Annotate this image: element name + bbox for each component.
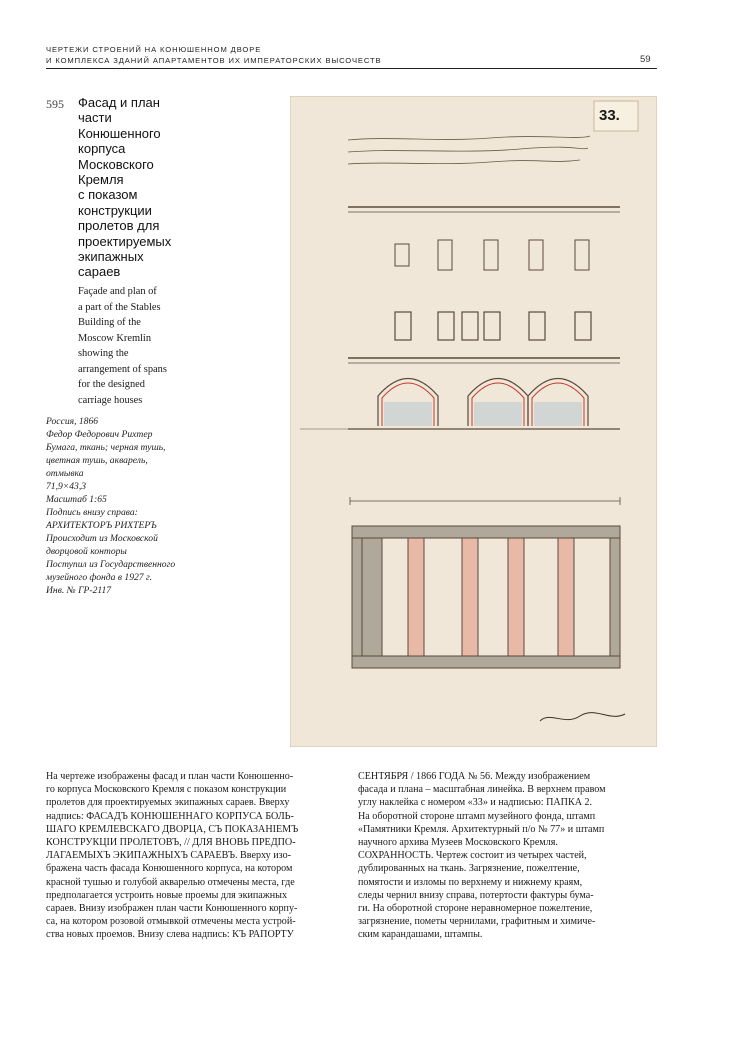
body-line: ги. На оборотной стороне неравномерное пожелтение,	[358, 903, 593, 915]
title-english	[78, 284, 258, 408]
body-line: дублированных на ткань. Загрязнение, пожелтение,	[358, 863, 580, 875]
catalogue-number: 595	[46, 97, 64, 111]
title-russian	[78, 95, 278, 280]
title-ru-line: проектируемых	[78, 233, 172, 249]
header-rule	[46, 68, 657, 69]
architectural-drawing	[290, 96, 657, 747]
meta-line: Бумага, ткань; черная тушь,	[46, 442, 166, 453]
body-line: бражена часть фасада Конюшенного корпуса, на котором	[46, 863, 293, 875]
meta-line: дворцовой конторы	[46, 546, 127, 557]
body-line: СЕНТЯБРЯ / 1866 ГОДА № 56. Между изображением	[358, 771, 591, 782]
title-ru-line: с показом	[78, 187, 138, 203]
meta-line: цветная тушь, акварель,	[46, 455, 148, 466]
body-line: На оборотной стороне штамп музейного фонда, штамп	[358, 810, 596, 822]
title-ru-line: части	[78, 110, 112, 126]
body-line: СОХРАННОСТЬ. Чертеж состоит из четырех частей,	[358, 850, 587, 862]
running-head	[46, 44, 646, 66]
page-number: 59	[640, 54, 651, 65]
body-line: пролетов для проектируемых экипажных сараев. Вверху	[46, 797, 290, 809]
body-line: ШАГО КРЕМЛЕВСКАГО ДВОРЦА, СЪ ПОКАЗАНIЕМЪ	[46, 823, 299, 835]
title-ru-line: корпуса	[78, 141, 126, 157]
title-ru-line: конструкции	[78, 202, 152, 218]
meta-line: 71,9×43,3	[46, 481, 87, 492]
meta-line: музейного фонда в 1927 г.	[46, 572, 152, 583]
catalogue-metadata	[46, 415, 276, 597]
title-en-line: arrangement of spans	[78, 363, 167, 375]
blue-wash	[384, 402, 582, 426]
body-line: са, на котором розовой отмывкой отмечены места устрой-	[46, 916, 296, 928]
title-en-line: Moscow Kremlin	[78, 332, 152, 344]
meta-line: Масштаб 1:65	[46, 494, 107, 505]
body-line: помятости и изломы по верхнему и нижнему краям,	[358, 876, 583, 888]
title-ru-line: Конюшенного	[78, 125, 161, 141]
meta-line: АРХИТЕКТОРЪ РИХТЕРЪ	[46, 520, 157, 531]
meta-line: отмывка	[46, 468, 84, 479]
title-ru-line: Московского	[78, 156, 154, 172]
body-line: «Памятники Кремля. Архитектурный п/о № 77» и штамп	[358, 823, 605, 835]
body-line: фасада и плана – масштабная линейка. В верхнем правом	[358, 784, 606, 796]
title-ru-line: Кремля	[78, 172, 124, 188]
title-ru-line: пролетов для	[78, 218, 160, 234]
body-line: красной тушью и голубой акварелью отмечены места, где	[46, 876, 295, 888]
body-line: ства новых проемов. Внизу слева надпись: КЪ РАПОРТУ	[46, 929, 294, 941]
body-line: надпись: ФАСАДЪ КОНЮШЕННАГО КОРПУСА БОЛЬ-	[46, 810, 294, 822]
body-line: научного архива Музеев Московского Кремля.	[358, 837, 558, 849]
title-ru-line: Фасад и план	[78, 95, 160, 110]
meta-line: Россия, 1866	[46, 416, 99, 427]
body-line: углу наклейка с номером «33» и надписью: ПАПКА 2.	[358, 797, 593, 809]
body-line: следы чернил внизу справа, потертости фактуры бума-	[358, 889, 594, 901]
meta-line: Подпись внизу справа:	[46, 507, 138, 518]
running-head-line-1: ЧЕРТЕЖИ СТРОЕНИЙ НА КОНЮШЕННОМ ДВОРЕ	[46, 45, 262, 54]
meta-line: Федор Федорович Рихтер	[46, 429, 153, 440]
body-line: предполагается устроить новые проемы для экипажных	[46, 889, 287, 901]
description-left-column	[46, 770, 331, 942]
sheet-label: 33.	[599, 107, 620, 124]
description-right-column	[358, 770, 658, 942]
body-line: На чертеже изображены фасад и план части Конюшенно-	[46, 771, 294, 782]
meta-line: Происходит из Московской	[46, 533, 158, 544]
running-head-line-2: И КОМПЛЕКСА ЗДАНИЙ АПАРТАМЕНТОВ ИХ ИМПЕРАТОРСКИХ ВЫСОЧЕСТВ	[46, 56, 382, 65]
title-en-line: for the designed	[78, 379, 145, 390]
body-line: го корпуса Московского Кремля с показом конструкции	[46, 784, 287, 796]
body-line: КОНСТРУКЦIИ ПРОЛЕТОВЪ, // ДЛЯ ВНОВЬ ПРЕДПО-	[46, 837, 296, 849]
title-ru-line: сараев	[78, 264, 121, 280]
title-en-line: Building of the	[78, 317, 141, 328]
title-en-line: a part of the Stables	[78, 301, 161, 313]
body-line: сараев. Внизу изображен план части Конюшенного корпу-	[46, 903, 298, 915]
title-en-line: carriage houses	[78, 394, 143, 406]
meta-line: Инв. № ГР-2117	[46, 585, 112, 596]
body-line: ским карандашами, штампы.	[358, 929, 483, 941]
meta-line: Поступил из Государственного	[46, 559, 176, 570]
body-line: загрязнение, пометы чернилами, графитным и химиче-	[358, 916, 596, 928]
body-line: ЛАГАЕМЫХЪ ЭКИПАЖНЫХЪ САРАЕВЪ. Вверху изо-	[46, 850, 291, 862]
title-ru-line: экипажных	[78, 249, 144, 265]
title-en-line: showing the	[78, 348, 129, 359]
title-en-line: Façade and plan of	[78, 286, 157, 297]
